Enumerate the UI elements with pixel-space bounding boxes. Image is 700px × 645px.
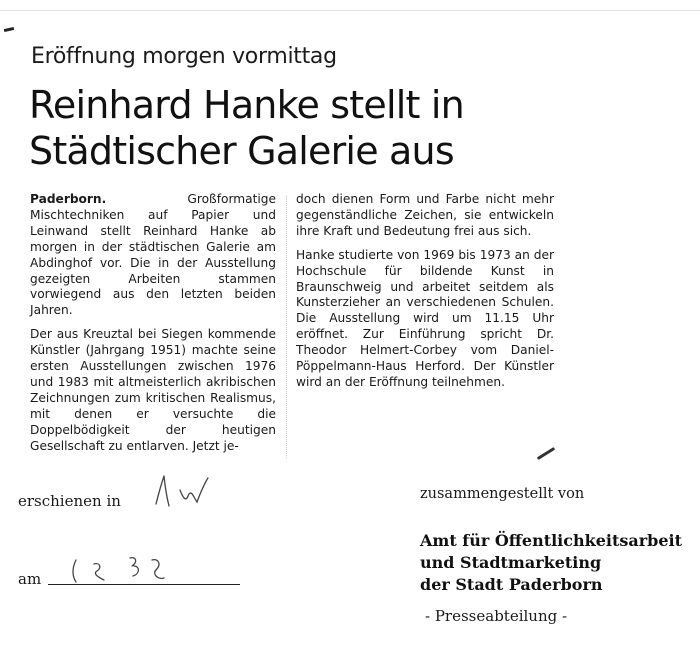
scan-mark (4, 27, 14, 32)
handwriting-publication-scribble (150, 470, 220, 512)
office-line-1: Amt für Öffentlichkeitsarbeit (420, 531, 682, 550)
article-column-left (30, 192, 276, 463)
article-headline (29, 82, 669, 174)
article-column-right (296, 192, 554, 399)
published-in-label: erschienen in (18, 492, 121, 510)
handwriting-date-scribble (66, 550, 186, 588)
left-paragraph-2: Der aus Kreuztal bei Siegen kommende Künstler (Jahrgang 1951) machte seine ersten Ausstellungen zwischen 1976 und 1983 mit altmeisterlich akribischen Zeichnungen zum kritischen Realismus, mit denen er versuchte die Doppelbödigkeit der heutigen Gesellschaft zu entlarven. Jetzt je- (30, 327, 276, 453)
department-label: - Presseabteilung - (425, 607, 568, 625)
office-line-2: und Stadtmarketing (420, 553, 602, 572)
date-label: am (18, 570, 42, 588)
left-paragraph-1 (30, 192, 276, 319)
office-line-3: der Stadt Paderborn (420, 575, 603, 594)
right-paragraph-1: doch dienen Form und Farbe nicht mehr gegenständliche Zeichen, sie entwickeln ihre Kraft und Bedeutung frei aus sich. (296, 192, 554, 238)
left-paragraph-1-text: Großformatige Mischtechniken auf Papier und Leinwand stellt Reinhard Hanke ab morgen in der städtischen Galerie am Abdinghof vor. Die in der Ausstellung gezeigten Arbeiten stammen vorwiegend aus den letzten beiden Jahren. (30, 192, 276, 318)
headline-line-2: Städtischer Galerie aus (29, 129, 454, 173)
dateline: Paderborn. (30, 192, 107, 206)
compiled-by-label: zusammengestellt von (420, 486, 585, 502)
headline-line-1: Reinhard Hanke stellt in (29, 83, 464, 127)
scan-edge (0, 10, 700, 11)
article-kicker: Eröffnung morgen vormittag (31, 44, 337, 69)
pen-mark (537, 447, 556, 460)
office-name (420, 530, 682, 596)
right-paragraph-2: Hanke studierte von 1969 bis 1973 an der Hochschule für bildende Kunst in Braunschweig und arbeitet seitdem als Kunsterzieher an verschiedenen Schulen. Die Ausstellung wird um 11.15 Uhr eröffnet. Zur Einführung spricht Dr. Theodor Helmert-Corbey vom Daniel-Pöppelmann-Haus Herford. Der Künstler wird an der Eröffnung teilnehmen. (296, 247, 554, 389)
column-divider (286, 196, 287, 458)
